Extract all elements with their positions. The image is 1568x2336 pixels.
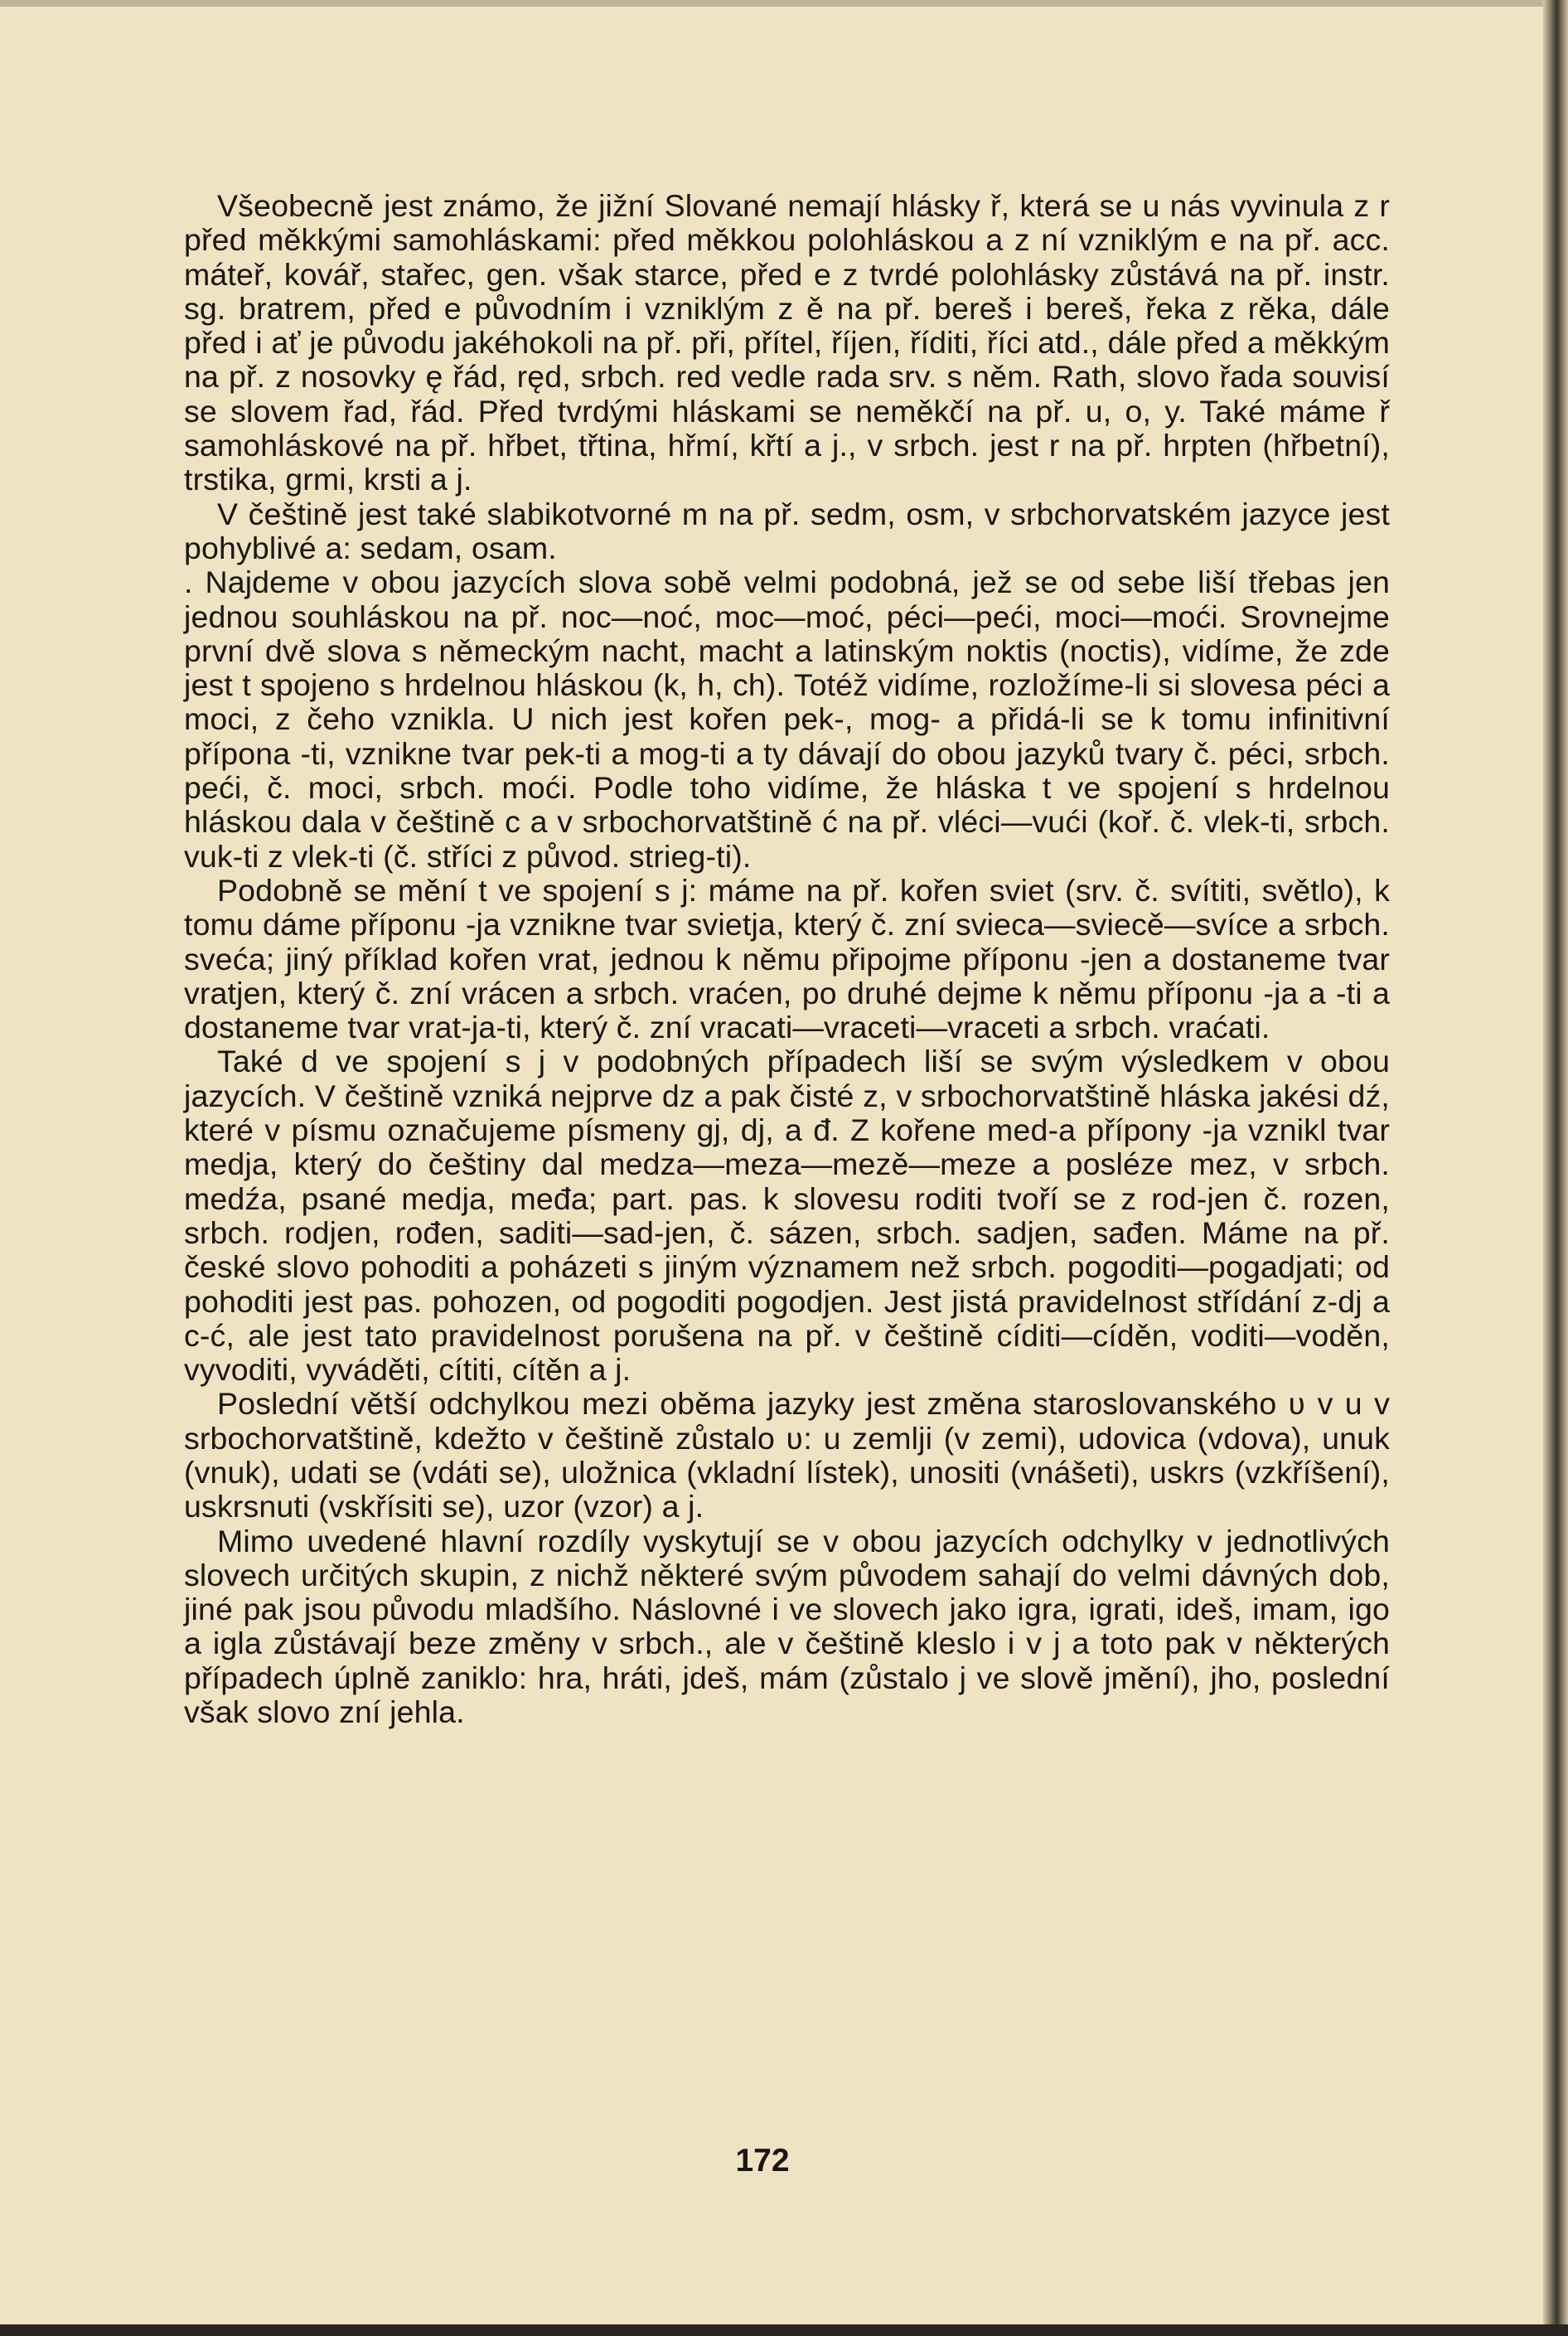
paragraph-6: Poslední větší odchylkou mezi oběma jazyky jest změna staroslovanského ʋ v u v srbochorvatštině, kdežto v češtině zůstalo ʋ: u zemlji (v zemi), udovica (vdova), unuk (vnuk), udati se (vdáti se), uložnica (vkladní lístek), unositi (vnášeti), uskrs (vzkříšení), uskrsnuti (vskřísiti se), uzor (vzor) a j.: [184, 1386, 1390, 1524]
paragraph-2: V češtině jest také slabikotvorné m na př. sedm, osm, v srbchorvatském jazyce jest pohyblivé a: sedam, osam.: [184, 496, 1390, 565]
paragraph-4: Podobně se mění t ve spojení s j: máme na př. kořen sviet (srv. č. svítiti, světlo), k tomu dáme příponu -ja vznikne tvar svietja, který č. zní svieca—sviecě—svíce a srbch. sveća; jiný příklad kořen vrat, jednou k němu připojme příponu -jen a dostaneme tvar vratjen, který č. zní vrácen a srbch. vraćen, po druhé dejme k němu příponu -ja a -ti a dostaneme tvar vrat-ja-ti, který č. zní vracati—vraceti—vraceti a srbch. vraćati.: [184, 872, 1390, 1045]
paragraph-5: Také d ve spojení s j v podobných případech liší se svým výsledkem v obou jazycích. V češtině vzniká nejprve dz a pak čisté z, v srbochorvatštině hláska jakési dź, které v písmu označujeme písmeny gj, dj, a đ. Z kořene med-a přípony -ja vznikl tvar medja, který do češtiny dal medza—meza—mezě—meze a posléze mez, v srbch. medźa, psané medja, međa; part. pas. k slovesu roditi tvoří se z rod-jen č. rozen, srbch. rodjen, rođen, saditi—sad-jen, č. sázen, srbch. sadjen, sađen. Máme na př. české slovo pohoditi a poházeti s jiným významem než srbch. pogoditi—pogadjati; od pohoditi jest pas. pohozen, od pogoditi pogodjen. Jest jistá pravidelnost střídání z-dj a c-ć, ale jest tato pravidelnost porušena na př. v češtině cíditi—cíděn, voditi—voděn, vyvoditi, vyváděti, cítiti, cítěn a j.: [184, 1044, 1390, 1388]
page-body: [184, 189, 1390, 1729]
scan-edge-top: [0, 0, 1568, 7]
scan-edge-right: [1543, 0, 1568, 2336]
paragraph-3: . Najdeme v obou jazycích slova sobě velmi podobná, jež se od sebe liší třebas jen jednou souhláskou na př. noc—noć, moc—moć, péci—peći, moci—moći. Srovnejme první dvě slova s německým nacht, macht a latinským noktis (noctis), vidíme, že zde jest t spojeno s hrdelnou hláskou (k, h, ch). Totéž vidíme, rozložíme-li si slovesa péci a moci, z čeho vznikla. U nich jest kořen pek-, mog- a přidá-li se k tomu infinitivní přípona -ti, vznikne tvar pek-ti a mog-ti a ty dávají do obou jazyků tvary č. péci, srbch. peći, č. moci, srbch. moći. Podle toho vidíme, že hláska t ve spojení s hrdelnou hláskou dala v češtině c a v srbochorvatštině ć na př. vléci—vući (koř. č. vlek-ti, srbch. vuk-ti z vlek-ti (č. stříci z původ. strieg-ti).: [184, 565, 1390, 874]
page-number: 172: [735, 2143, 790, 2178]
scan-edge-bottom: [0, 2324, 1568, 2336]
paragraph-7: Mimo uvedené hlavní rozdíly vyskytují se v obou jazycích odchylky v jednotlivých slovech určitých skupin, z nichž některé svým původem sahají do velmi dávných dob, jiné pak jsou původu mladšího. Náslovné i ve slovech jako igra, igrati, ideš, imam, igo a igla zůstávají beze změny v srbch., ale v češtině kleslo i v j a toto pak v některých případech úplně zaniklo: hra, hráti, jdeš, mám (zůstalo j ve slově jmění), jho, poslední však slovo zní jehla.: [184, 1523, 1390, 1730]
paragraph-1: Všeobecně jest známo, že jižní Slované nemají hlásky ř, která se u nás vyvinula z r před měkkými samohláskami: před měkkou polohláskou a z ní vzniklým e na př. acc. máteř, kovář, stařec, gen. však starce, před e z tvrdé polohlásky zůstává na př. instr. sg. bratrem, před e původním i vzniklým z ě na př. bereš i bereš, řeka z rěka, dále před i ať je původu jakéhokoli na př. při, přítel, říjen, říditi, říci atd., dále před a měkkým na př. z nosovky ę řád, ręd, srbch. red vedle rada srv. s něm. Rath, slovo řada souvisí se slovem řad, řád. Před tvrdými hláskami se neměkčí na př. u, o, y. Také máme ř samohláskové na př. hřbet, třtina, hřmí, křtí a j., v srbch. jest r na př. hrpten (hřbetní), trstika, grmi, krsti a j.: [184, 188, 1390, 497]
